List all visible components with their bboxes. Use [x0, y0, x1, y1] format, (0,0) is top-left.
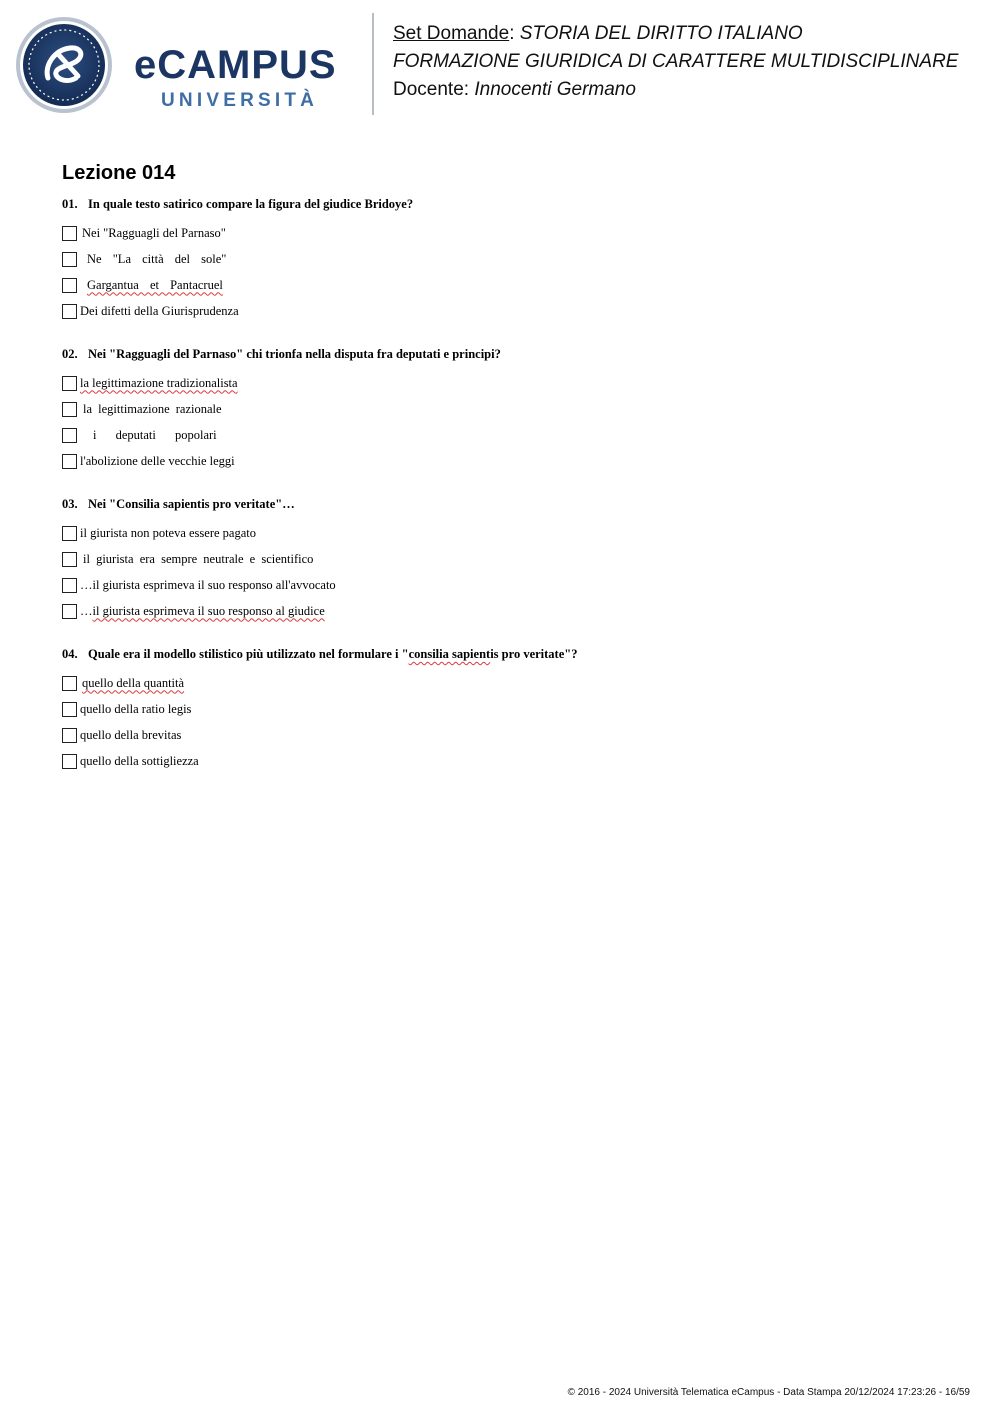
ecampus-logo	[14, 14, 359, 118]
answer-checkbox[interactable]	[62, 676, 77, 691]
answer-checkbox[interactable]	[62, 304, 77, 319]
set-info	[393, 20, 958, 104]
answer-option[interactable]	[62, 396, 962, 422]
question-02	[62, 346, 962, 474]
answer-checkbox[interactable]	[62, 578, 77, 593]
question-text	[62, 196, 962, 212]
question-04	[62, 646, 962, 774]
answer-text: il giurista era sempre neutrale e scientifico	[83, 551, 314, 566]
answer-text: quello della brevitas	[80, 727, 182, 742]
set-title-line: Set Domande: STORIA DEL DIRITTO ITALIANO	[393, 23, 803, 44]
question-text	[62, 646, 962, 662]
header-divider	[372, 13, 374, 115]
answer-text: Gargantua et Pantacruel	[87, 277, 223, 292]
answer-text: Dei difetti della Giurisprudenza	[80, 303, 239, 318]
teacher-name: Innocenti Germano	[474, 79, 636, 100]
answer-checkbox[interactable]	[62, 428, 77, 443]
answer-option[interactable]	[62, 670, 962, 696]
answer-checkbox[interactable]	[62, 728, 77, 743]
answer-text: quello della quantità	[82, 675, 185, 690]
svg-text:eCAMPUS: eCAMPUS	[134, 43, 337, 87]
answer-text: Nei "Ragguagli del Parnaso"	[82, 225, 226, 240]
answer-text: il giurista non poteva essere pagato	[80, 525, 256, 540]
question-number: 03.	[62, 497, 78, 511]
question-body-a: Quale era il modello stilistico più utilizzato nel formulare i "	[88, 647, 409, 661]
question-body-b: consilia sapient	[408, 647, 491, 661]
question-body: Nei "Ragguagli del Parnaso" chi trionfa nella disputa fra deputati e principi?	[88, 347, 501, 361]
answer-option[interactable]	[62, 246, 962, 272]
teacher-label: Docente	[393, 79, 464, 100]
answer-option[interactable]	[62, 422, 962, 448]
answer-option[interactable]	[62, 298, 962, 324]
answer-checkbox[interactable]	[62, 402, 77, 417]
answer-text: quello della ratio legis	[80, 701, 192, 716]
answer-checkbox[interactable]	[62, 604, 77, 619]
answer-text-underlined: il giurista esprimeva il suo responso al giudice	[92, 603, 325, 618]
answer-checkbox[interactable]	[62, 526, 77, 541]
answer-option[interactable]	[62, 520, 962, 546]
answer-option[interactable]	[62, 598, 962, 624]
answer-option[interactable]	[62, 220, 962, 246]
question-text	[62, 496, 962, 512]
page-footer: © 2016 - 2024 Università Telematica eCampus - Data Stampa 20/12/2024 17:23:26 - 16/59	[567, 1387, 970, 1398]
question-03	[62, 496, 962, 624]
answer-text: l'abolizione delle vecchie leggi	[80, 453, 235, 468]
question-number: 04.	[62, 647, 78, 661]
program-name: FORMAZIONE GIURIDICA DI CARATTERE MULTIDISCIPLINARE	[393, 51, 959, 72]
answer-checkbox[interactable]	[62, 252, 77, 267]
answer-checkbox[interactable]	[62, 552, 77, 567]
question-01	[62, 196, 962, 324]
answer-text	[80, 604, 325, 619]
ellipsis: …	[80, 603, 93, 618]
page-header	[0, 0, 1000, 130]
answer-checkbox[interactable]	[62, 454, 77, 469]
answer-text: …il giurista esprimeva il suo responso all'avvocato	[80, 577, 336, 592]
answer-text: Ne "La città del sole"	[87, 251, 227, 266]
answer-checkbox[interactable]	[62, 702, 77, 717]
question-body-c: is pro veritate"?	[490, 647, 578, 661]
answer-option[interactable]	[62, 696, 962, 722]
lesson-title: Lezione 014	[62, 162, 176, 184]
set-label: Set Domande	[393, 23, 510, 44]
answer-option[interactable]	[62, 748, 962, 774]
svg-text:UNIVERSITÀ: UNIVERSITÀ	[161, 90, 319, 111]
question-number: 01.	[62, 197, 78, 211]
question-number: 02.	[62, 347, 78, 361]
question-text	[62, 346, 962, 362]
answer-checkbox[interactable]	[62, 278, 77, 293]
teacher-line: Docente: Innocenti Germano	[393, 79, 636, 100]
answer-option[interactable]	[62, 722, 962, 748]
answer-text: i deputati popolari	[93, 427, 217, 442]
answer-text: la legittimazione razionale	[83, 401, 222, 416]
course-name: STORIA DEL DIRITTO ITALIANO	[519, 23, 803, 44]
answer-option[interactable]	[62, 272, 962, 298]
answer-option[interactable]	[62, 370, 962, 396]
answer-checkbox[interactable]	[62, 754, 77, 769]
answer-option[interactable]	[62, 572, 962, 598]
answer-text: la legittimazione tradizionalista	[80, 375, 238, 390]
question-body: Nei "Consilia sapientis pro veritate"…	[88, 497, 295, 511]
answer-option[interactable]	[62, 448, 962, 474]
answer-text: quello della sottigliezza	[80, 753, 199, 768]
question-body: In quale testo satirico compare la figura del giudice Bridoye?	[88, 197, 414, 211]
answer-checkbox[interactable]	[62, 226, 77, 241]
answer-option[interactable]	[62, 546, 962, 572]
answer-checkbox[interactable]	[62, 376, 77, 391]
lesson-content	[62, 160, 962, 796]
